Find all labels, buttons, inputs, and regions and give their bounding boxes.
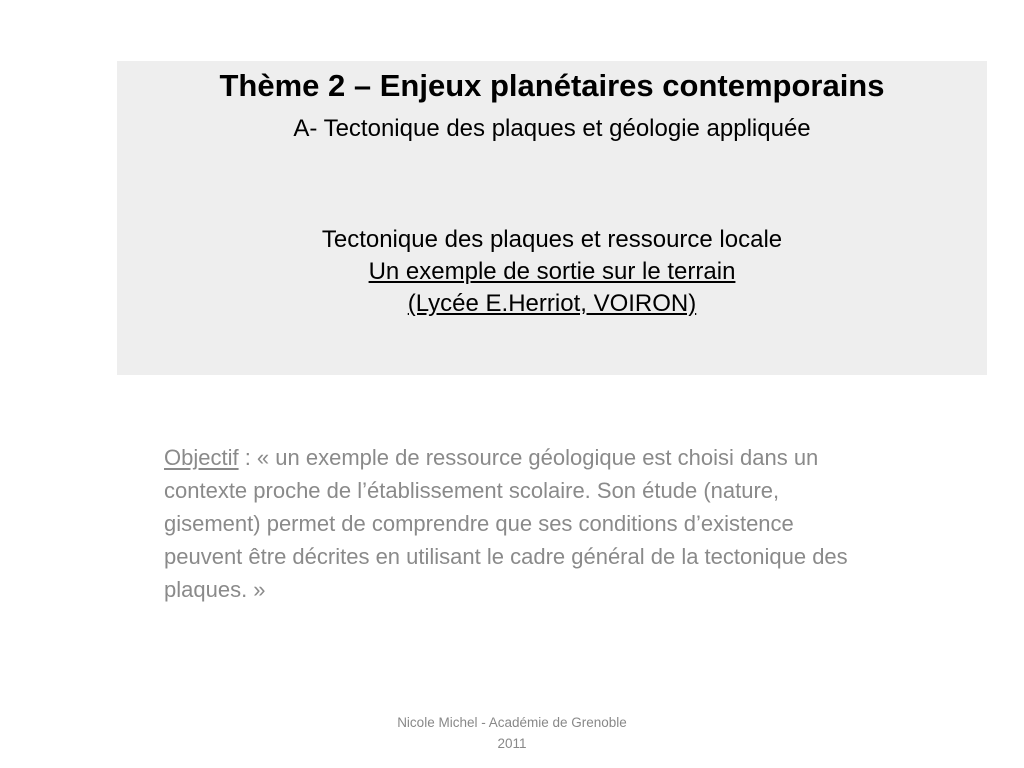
objective-paragraph bbox=[164, 441, 864, 606]
objective-label: Objectif bbox=[164, 445, 239, 470]
topic-line: Tectonique des plaques et ressource locale bbox=[321, 226, 783, 253]
objective-text: : « un exemple de ressource géologique est choisi dans un contexte proche de l’établissement scolaire. Son étude (nature, gisement) permet de comprendre que ses conditions d’existence peuvent être décrites en utilisant le cadre général de la tectonique des plaques. » bbox=[164, 445, 848, 602]
slide-title: Thème 2 – Enjeux planétaires contemporains bbox=[219, 68, 885, 103]
footer-author: Nicole Michel - Académie de Grenoble bbox=[397, 715, 627, 730]
footer-year: 2011 bbox=[497, 736, 527, 751]
section-subtitle: A- Tectonique des plaques et géologie appliquée bbox=[293, 115, 811, 142]
school-line: (Lycée E.Herriot, VOIRON) bbox=[407, 290, 697, 317]
example-line: Un exemple de sortie sur le terrain bbox=[368, 258, 736, 285]
title-box bbox=[117, 61, 987, 375]
topic-block bbox=[117, 224, 987, 320]
footer bbox=[362, 712, 662, 754]
